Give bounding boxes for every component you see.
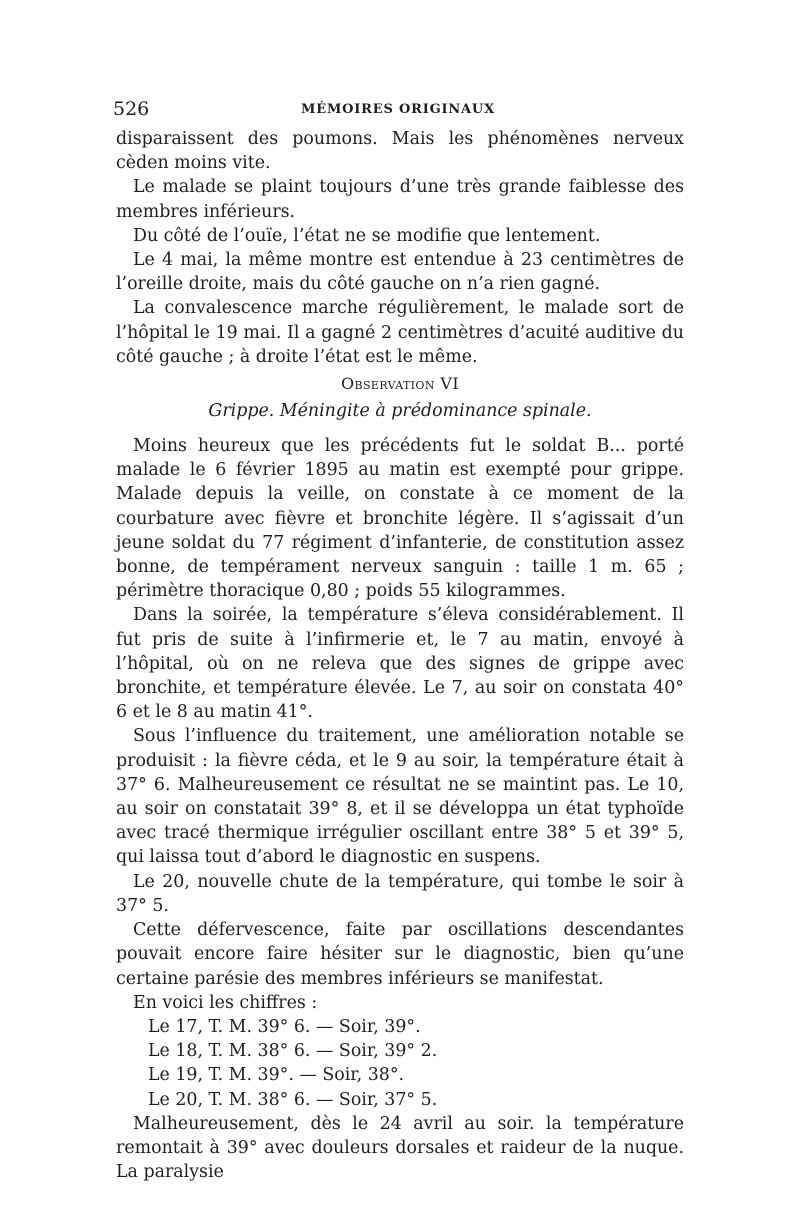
temperature-reading: Le 19, T. M. 39°. — Soir, 38°.: [148, 1065, 405, 1086]
paragraph: Le malade se plaint toujours d’une très grande faiblesse des membres inférieurs.: [116, 177, 684, 222]
body-text: [116, 127, 684, 1184]
paragraph: Cette défervescence, faite par oscillations descendantes pouvait encore faire hésiter sur le diagnostic, bien qu’une certaine parésie des membres inférieurs se manifestat.: [116, 920, 684, 989]
paragraph: Le 4 mai, la même montre est entendue à 23 centimètres de l’oreille droite, mais du côté gauche on n’a rien gagné.: [116, 250, 684, 295]
paragraph: disparaissent des poumons. Mais les phénomènes nerveux cèden moins vite.: [116, 129, 684, 174]
temperature-reading: Le 18, T. M. 38° 6. — Soir, 39° 2.: [148, 1041, 438, 1062]
paragraph: Le 20, nouvelle chute de la température, qui tombe le soir à 37° 5.: [116, 871, 684, 916]
paragraph: Du côté de l’ouïe, l’état ne se modifie que lentement.: [133, 225, 601, 246]
paragraph: Dans la soirée, la température s’éleva considérablement. Il fut pris de suite à l’infirmerie et, le 7 au matin, envoyé à l’hôpital, où on ne releva que des signes de grippe avec bronchite, et température élevée. Le 7, au soir on constata 40° 6 et le 8 au matin 41°.: [116, 605, 684, 723]
temperature-reading: Le 20, T. M. 38° 6. — Soir, 37° 5.: [148, 1089, 438, 1110]
paragraph: Sous l’influence du traitement, une amélioration notable se produisit : la fièvre céda, et le 9 au soir, la température était à 37° 6. Malheureusement ce résultat ne se maintint pas. Le 10, au soir on constatait 39° 8, et il se développa un état typhoïde avec tracé thermique irrégulier oscillant entre 38° 5 et 39° 5, qui laissa tout d’abord le diagnostic en suspens.: [116, 726, 684, 868]
temperature-reading: Le 17, T. M. 39° 6. — Soir, 39°.: [148, 1016, 421, 1037]
running-title: MÉMOIRES ORIGINAUX: [301, 102, 495, 117]
observation-subtitle: Grippe. Méningite à prédominance spinale.: [208, 401, 592, 422]
paragraph: Malheureusement, dès le 24 avril au soir. la température remontait à 39° avec douleurs dorsales et raideur de la nuque. La paralysie: [116, 1113, 684, 1183]
observation-heading: [116, 371, 684, 396]
running-head: [113, 96, 683, 122]
paragraph: En voici les chiffres :: [133, 992, 318, 1013]
paragraph: Moins heureux que les précédents fut le soldat B... porté malade le 6 février 1895 au matin est exempté pour grippe. Malade depuis la veille, on constate à ce moment de la courbature avec fièvre et bronchite légère. Il s’agissait d’un jeune soldat du 77 régiment d’infanterie, de constitution assez bonne, de tempérament nerveux sanguin : taille 1 m. 65 ; périmètre thoracique 0,80 ; poids 55 kilogrammes.: [116, 436, 684, 602]
observation-label: Observation VI: [340, 374, 460, 394]
paragraph: La convalescence marche régulièrement, le malade sort de l’hôpital le 19 mai. Il a gagné 2 centimètres d’acuité auditive du côté gauche ; à droite l’état est le même.: [116, 298, 684, 367]
temperature-readings: [116, 1015, 684, 1112]
page-number: 526: [113, 98, 150, 120]
